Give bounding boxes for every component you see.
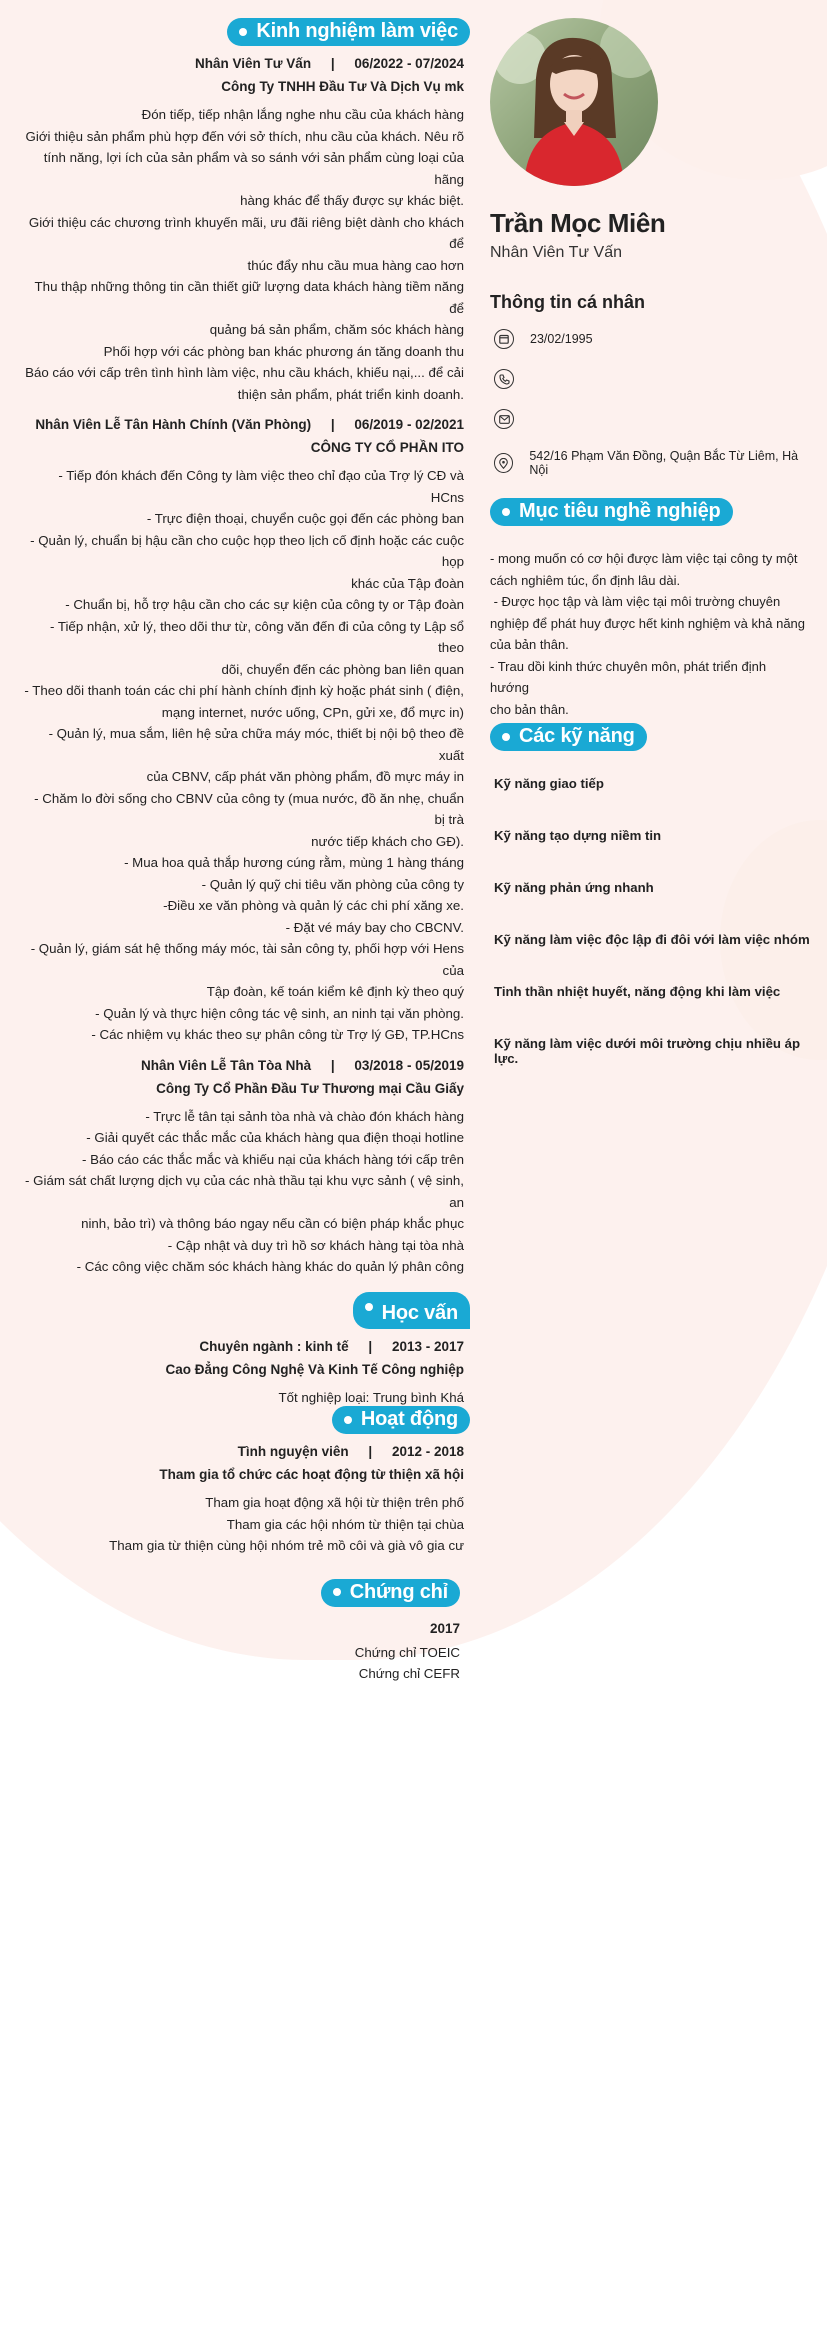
job-company: CÔNG TY CỔ PHẦN ITO <box>310 440 464 455</box>
description-line: - Tiếp đón khách đến Công ty làm việc theo chỉ đạo của Trợ lý CĐ và HCns <box>58 468 464 505</box>
bullet-dot-icon <box>502 733 510 741</box>
location-icon <box>494 453 513 473</box>
separator: | <box>368 1338 373 1354</box>
skill-item: Tinh thần nhiệt huyết, năng động khi làm việc <box>494 984 781 999</box>
education-section-heading <box>22 1292 470 1329</box>
description-line: - Theo dõi thanh toán các chi phí hành chính định kỳ hoặc phát sinh ( điện, <box>24 683 464 698</box>
job-header <box>22 417 464 432</box>
career-goal-section-heading <box>490 498 733 526</box>
skill-item: Kỹ năng phản ứng nhanh <box>494 880 654 895</box>
info-birthday <box>494 329 593 349</box>
description-line: - Chuẩn bị, hỗ trợ hậu cần cho các sự kiện của công ty or Tập đoàn <box>65 597 464 612</box>
description-line: - Cập nhật và duy trì hồ sơ khách hàng tại tòa nhà <box>167 1237 464 1253</box>
skill-item: Kỹ năng làm việc độc lập đi đôi với làm việc nhóm <box>494 932 810 947</box>
certificates-pill <box>321 1579 460 1607</box>
education-note: Tốt nghiệp loại: Trung bình Khá <box>278 1389 464 1405</box>
description-line: hàng khác để thấy được sự khác biệt. <box>240 193 464 208</box>
description-line: - Trực điện thoại, chuyển cuộc gọi đến các phòng ban <box>146 511 464 526</box>
activities-organization: Tham gia tổ chức các hoạt động từ thiện xã hội <box>159 1467 464 1482</box>
certificates-section <box>22 1579 470 1685</box>
description-line: - Quản lý, mua sắm, liên hệ sửa chữa máy móc, thiết bị nội bộ theo đề xuất <box>48 726 464 763</box>
skill-item: Kỹ năng tạo dựng niềm tin <box>494 828 662 843</box>
bullet-dot-icon <box>239 28 247 36</box>
description-line: - Giải quyết các thắc mắc của khách hàng qua điện thoại hotline <box>86 1130 464 1145</box>
birthday-value: 23/02/1995 <box>530 332 593 346</box>
job-period: 06/2022 - 07/2024 <box>354 56 464 71</box>
skill-item: Kỹ năng giao tiếp <box>494 776 604 791</box>
separator: | <box>330 56 335 71</box>
job-description <box>22 1106 464 1278</box>
job-description <box>22 104 464 405</box>
career-goal-line: nghiệp để phát huy được hết kinh nghiệm và khả năng <box>490 615 806 631</box>
description-line: mạng internet, nước uống, CPn, gửi xe, đổ mực in) <box>161 704 464 720</box>
description-line: -Điều xe văn phòng và quản lý các chi phí xăng xe. <box>163 898 464 913</box>
description-line: - Quản lý, chuẩn bị hậu cần cho cuộc họp theo lịch cố định hoặc các cuộc họp <box>30 532 464 569</box>
certificates-section-heading <box>22 1579 460 1607</box>
info-address <box>494 449 810 477</box>
job-company: Công Ty Cổ Phần Đầu Tư Thương mại Cầu Giấy <box>156 1080 464 1096</box>
education-header <box>22 1339 464 1354</box>
description-line: - Tiếp nhận, xử lý, theo dõi thư từ, công văn đến đi của công ty Lập sổ theo <box>49 618 464 655</box>
skills-section-heading <box>490 723 647 751</box>
description-line: Thu thập những thông tin cần thiết giữ lượng data khách hàng tiềm năng để <box>34 279 464 316</box>
description-line: Tham gia hoạt động xã hội từ thiện trên phố <box>205 1495 464 1510</box>
job-period: 06/2019 - 02/2021 <box>354 417 464 432</box>
education-section <box>22 1292 470 1409</box>
description-line: - Mua hoa quả thắp hương cúng rằm, mùng 1 hàng tháng <box>124 855 464 870</box>
separator: | <box>330 417 335 432</box>
career-goal-line: cho bản thân. <box>490 701 569 717</box>
education-school: Cao Đẳng Công Nghệ Và Kinh Tế Công nghiệp <box>165 1361 464 1377</box>
career-goal-pill <box>490 498 733 526</box>
description-line: nước tiếp khách cho GĐ). <box>311 833 464 849</box>
education-heading: Học vấn <box>381 1301 458 1324</box>
separator: | <box>368 1444 373 1459</box>
activities-heading: Hoạt động <box>360 1408 458 1430</box>
job-entry <box>22 56 470 405</box>
profile-title: Nhân Viên Tư Vấn <box>490 244 622 261</box>
info-phone <box>494 369 530 389</box>
description-line: tính năng, lợi ích của sản phẩm và so sánh với sản phẩm cùng loại của hãng <box>43 150 464 187</box>
activities-header <box>22 1444 464 1459</box>
career-goal-line: cách nghiêm túc, ổn định lâu dài. <box>490 572 681 588</box>
description-line: - Báo cáo các thắc mắc và khiếu nại của khách hàng tới cấp trên <box>82 1151 464 1167</box>
certificates-year: 2017 <box>429 1620 460 1636</box>
career-goal-line: - Được học tập và làm việc tại môi trường chuyên <box>490 594 781 609</box>
bullet-dot-icon <box>333 1588 341 1596</box>
career-goal-heading: Mục tiêu nghề nghiệp <box>519 500 721 522</box>
job-header <box>22 56 464 71</box>
description-line: quảng bá sản phẩm, chăm sóc khách hàng <box>209 322 464 337</box>
avatar <box>490 18 658 186</box>
profile-name: Trần Mọc Miên <box>490 208 666 238</box>
career-goal-text <box>490 548 806 720</box>
description-line: - Đặt vé máy bay cho CBCNV. <box>285 919 464 935</box>
job-header <box>22 1058 464 1073</box>
activities-description <box>22 1492 464 1557</box>
info-email <box>494 409 530 429</box>
skills-heading: Các kỹ năng <box>519 725 635 747</box>
email-icon <box>494 409 514 429</box>
description-line: dõi, chuyển đến các phòng ban liên quan <box>221 661 464 677</box>
description-line: khác của Tập đoàn <box>351 575 464 591</box>
description-line: - Các nhiệm vụ khác theo sự phân công từ Trợ lý GĐ, TP.HCns <box>91 1027 464 1042</box>
activities-pill <box>332 1406 470 1434</box>
certificates-list <box>22 1642 460 1685</box>
description-line: của CBNV, cấp phát văn phòng phẩm, đồ mực máy in <box>146 769 464 784</box>
activities-section-heading <box>22 1406 470 1434</box>
description-line: thúc đẩy nhu cầu mua hàng cao hơn <box>247 257 464 273</box>
description-line: Phối hợp với các phòng ban khác phương án tăng doanh thu <box>103 343 464 359</box>
job-description <box>22 465 464 1046</box>
activities-section <box>22 1406 470 1557</box>
job-position: Nhân Viên Tư Vấn <box>195 56 312 71</box>
description-line: - Trực lễ tân tại sảnh tòa nhà và chào đón khách hàng <box>145 1108 464 1124</box>
description-line: Đón tiếp, tiếp nhận lắng nghe nhu cầu của khách hàng <box>141 107 464 122</box>
job-period: 03/2018 - 05/2019 <box>354 1057 464 1073</box>
experience-heading: Kinh nghiệm làm việc <box>256 20 458 42</box>
skill-item: Kỹ năng làm việc dưới môi trường chịu nhiều áp lực. <box>494 1036 801 1066</box>
description-line: - Giám sát chất lượng dịch vụ của các nhà thầu tại khu vực sảnh ( vệ sinh, an <box>25 1173 464 1210</box>
activities-role: Tình nguyện viên <box>237 1444 349 1459</box>
education-major: Chuyên ngành : kinh tế <box>199 1338 349 1354</box>
description-line: thiện sản phẩm, phát triển kinh doanh. <box>237 386 464 402</box>
bullet-dot-icon <box>502 508 510 516</box>
career-goal-line: - mong muốn có cơ hội được làm việc tại công ty một <box>490 551 798 566</box>
description-line: ninh, bảo trì) và thông báo ngay nếu cần có biện pháp khắc phục <box>81 1216 464 1231</box>
career-goal-line: - Trau dồi kinh thức chuyên môn, phát triển định hướng <box>490 658 767 695</box>
description-line: - Quản lý quỹ chi tiêu văn phòng của công ty <box>201 876 464 892</box>
job-company: Công Ty TNHH Đầu Tư Và Dịch Vụ mk <box>221 79 464 94</box>
experience-section-heading <box>22 18 470 46</box>
activities-period: 2012 - 2018 <box>391 1444 464 1459</box>
description-line: Giới thiệu sản phẩm phù hợp đến với sở thích, nhu cầu của khách. Nêu rõ <box>25 128 464 144</box>
description-line: Tham gia từ thiện cùng hội nhóm trẻ mồ côi và già vô gia cư <box>109 1538 464 1553</box>
experience-pill <box>227 18 470 46</box>
job-position: Nhân Viên Lễ Tân Hành Chính (Văn Phòng) <box>35 417 312 432</box>
job-position: Nhân Viên Lễ Tân Tòa Nhà <box>141 1057 312 1073</box>
certificate-item: Chứng chỉ TOEIC <box>354 1644 460 1660</box>
calendar-icon <box>494 329 514 349</box>
avatar-photo <box>490 18 658 186</box>
description-line: - Chăm lo đời sống cho CBNV của công ty (mua nước, đồ ăn nhẹ, chuẩn bị trà <box>34 790 464 827</box>
education-pill <box>353 1292 470 1329</box>
description-line: - Quản lý, giám sát hệ thống máy móc, tài sản công ty, phối hợp với Hens của <box>30 941 464 978</box>
address-value: 542/16 Phạm Văn Đồng, Quận Bắc Từ Liêm, Hà Nội <box>529 449 799 477</box>
skills-pill <box>490 723 647 751</box>
phone-icon <box>494 369 514 389</box>
description-line: Báo cáo với cấp trên tình hình làm việc, nhu cầu khách, khiếu nại,... để cải <box>25 365 464 380</box>
personal-info-heading: Thông tin cá nhân <box>490 292 645 312</box>
job-entry <box>22 1058 470 1278</box>
certificate-item: Chứng chỉ CEFR <box>358 1666 460 1681</box>
separator: | <box>330 1057 335 1073</box>
description-line: Tham gia các hội nhóm từ thiện tại chùa <box>226 1516 464 1532</box>
description-line: Giới thiệu các chương trình khuyến mãi, ưu đãi riêng biệt dành cho khách để <box>28 214 464 251</box>
description-line: - Quản lý và thực hiện công tác vệ sinh, an ninh tại văn phòng. <box>95 1005 464 1021</box>
bullet-dot-icon <box>365 1303 373 1311</box>
job-entry <box>22 417 470 1046</box>
left-column <box>22 18 470 1685</box>
bullet-dot-icon <box>344 1416 352 1424</box>
certificates-heading: Chứng chỉ <box>349 1580 448 1603</box>
description-line: Tập đoàn, kế toán kiểm kê định kỳ theo quý <box>206 984 464 999</box>
career-goal-line: của bản thân. <box>490 637 569 652</box>
education-period: 2013 - 2017 <box>391 1338 464 1354</box>
description-line: - Các công việc chăm sóc khách hàng khác do quản lý phân công <box>76 1259 464 1274</box>
